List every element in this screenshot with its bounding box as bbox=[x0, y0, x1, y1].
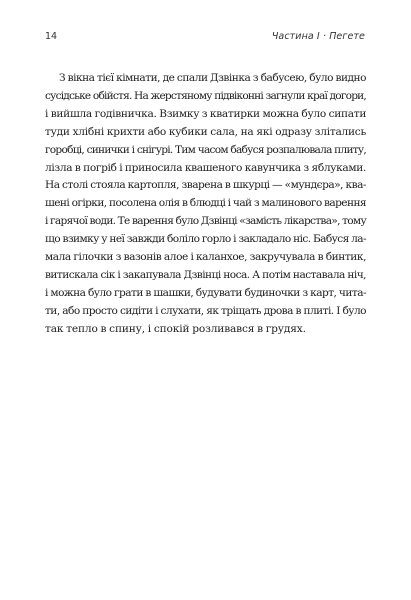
text-line: шені огірки, посолена олія в блюдці і чай з малинового варення bbox=[45, 197, 366, 210]
text-line: горобці, синички і снігурі. Тим часом бабуся розпалювала плиту, bbox=[45, 143, 366, 156]
text-line: і вийшла годівничка. Взимку з кватирки можна було сипати bbox=[45, 107, 367, 120]
text-line: ти, або просто сидіти і слухати, як тріщать дрова в плиті. І було bbox=[45, 304, 366, 317]
text-line: туди хлібні крихти або кубики сала, на які одразу злітались bbox=[45, 125, 366, 138]
body-paragraph bbox=[45, 70, 366, 339]
running-head bbox=[45, 30, 365, 44]
text-line: мала гілочки з вазонів алое і каланхое, закручувала в бинтик, bbox=[45, 251, 366, 264]
section-title: Частина I · Пегете bbox=[271, 31, 365, 42]
page-number: 14 bbox=[45, 31, 58, 42]
text-line: і можна було грати в шашки, будувати будиночки з карт, чита- bbox=[45, 286, 366, 299]
text-line: витискала сік і закапувала Дзвінці носа. А потім наставала ніч, bbox=[45, 268, 366, 281]
text-line: лізла в погріб і приносила квашеного кавунчика з яблуками. bbox=[45, 161, 366, 174]
text-line: так тепло в спину, і спокій розливався в грудях. bbox=[45, 322, 306, 335]
text-line: і гарячої води. Те варення було Дзвінці «замість лікарства», тому bbox=[45, 215, 366, 228]
text-line: що взимку у неї завжди боліло горло і закладало ніс. Бабуся ла- bbox=[45, 233, 366, 246]
text-line: сусідське обійстя. На жерстяному підвіконні загнули краї догори, bbox=[45, 89, 366, 102]
text-line: На столі стояла картопля, зварена в шкурці — «мундєра», ква- bbox=[45, 179, 366, 192]
text-line: З вікна тієї кімнати, де спали Дзвінка з бабусею, було видно bbox=[59, 72, 366, 84]
